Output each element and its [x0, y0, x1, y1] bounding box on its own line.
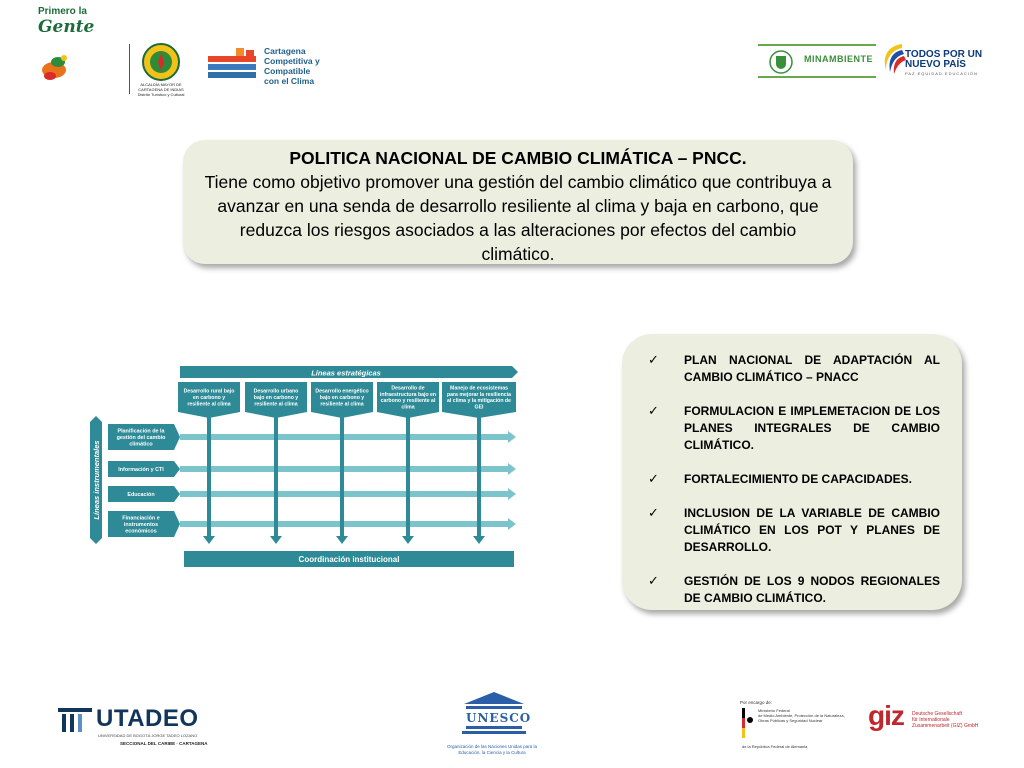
instrumental-lines-label: Líneas instrumentales [92, 440, 101, 520]
instrumental-line-label: gestión del cambio [116, 435, 166, 441]
strategic-line-label: Desarrollo rural bajo [183, 388, 235, 395]
strategic-column-bar [340, 414, 344, 536]
strategic-line-label: bajo en carbono y [253, 395, 299, 401]
list-item [648, 505, 940, 556]
checkmark-icon: ✓ [648, 506, 659, 521]
instrumental-row-arrowhead [508, 431, 516, 443]
checkmark-icon: ✓ [648, 404, 659, 419]
pncc-lines-diagram [88, 362, 520, 572]
list-item [648, 573, 940, 607]
strategic-column-arrowhead [203, 536, 215, 544]
strategic-line-label: carbono y resiliente al [380, 398, 436, 405]
strategic-line-label: Desarrollo de [391, 385, 425, 392]
strategic-line-label: resiliente al clima [320, 401, 364, 408]
strategic-column-arrowhead [336, 536, 348, 544]
strategic-line-label: clima [401, 404, 415, 411]
primero-la-gente-icon [40, 48, 80, 88]
utadeo-subtitle: UNIVERSIDAD DE BOGOTÁ JORGE TADEO LOZANO [98, 733, 198, 738]
instrumental-line-label: Información y CTI [118, 467, 164, 473]
instrumental-line-label: instrumentos [123, 522, 159, 528]
list-item [648, 403, 940, 454]
alcaldia-seal-icon [138, 42, 184, 82]
instrumental-row-arrowhead [508, 463, 516, 475]
strategic-column-bar [274, 414, 278, 536]
coordination-label: Coordinación institucional [298, 555, 400, 564]
instrumental-line-label: Educación [127, 492, 155, 498]
instrumental-line-label: climático [129, 441, 153, 448]
tricolor-swoosh-icon [880, 40, 906, 76]
strategic-line-label: resiliente al clima [254, 401, 298, 408]
strategic-column-bar [207, 414, 211, 536]
strategic-column-bar [477, 414, 481, 536]
strategic-line-label: GEI [474, 404, 484, 411]
minambiente-text: MINAMBIENTE [804, 54, 873, 64]
gente-text: Gente [38, 17, 95, 37]
actions-panel [622, 334, 962, 610]
strategic-line-label: Manejo de ecosistemas [450, 385, 508, 392]
list-item-text: FORMULACION E IMPLEMETACION DE LOS PLANES INTEGRALES DE CAMBIO CLIMÁTICO. [684, 404, 940, 452]
bmub-text: Ministerio Federal de Medio Ambiente, Protección de la Naturaleza, Obras Públicas y Seguridad Nuclear [758, 708, 845, 723]
strategic-column-arrowhead [473, 536, 485, 544]
utadeo-emblem-icon [56, 704, 96, 734]
strategic-line-label: resiliente al clima [187, 401, 231, 408]
list-item-text: GESTIÓN DE LOS 9 NODOS REGIONALES DE CAMBIO CLIMÁTICO. [684, 574, 940, 605]
list-item-text: PLAN NACIONAL DE ADAPTACIÓN AL CAMBIO CLIMÁTICO – PNACC [684, 353, 940, 384]
instrumental-line-label: Financiación e [122, 515, 160, 522]
giz-wordmark: giz [868, 700, 904, 731]
unesco-caption: Organización de las Naciones Unidas para la Educación, la Ciencia y la Cultura [446, 744, 538, 755]
utadeo-wordmark: UTADEO [96, 705, 199, 732]
strategic-lines-label: Líneas estratégicas [311, 368, 381, 378]
bmub-footer: de la República Federal de Alemania [742, 744, 808, 749]
list-item [648, 471, 940, 488]
strategic-line-label: para mejorar la resiliencia [446, 391, 512, 398]
strategic-line-label: bajo en carbono y [319, 395, 365, 401]
bmub-heading: Por encargo de: [740, 700, 773, 705]
paz-equidad-text: PAZ EQUIDAD EDUCACIÓN [905, 71, 978, 76]
strategic-column-bar [406, 414, 410, 536]
primero-la-text: Primero la [38, 6, 87, 17]
callout-body: Tiene como objetivo promover una gestión del cambio climático que contribuya a avanzar en una senda de desarrollo resiliente al clima y baja en carbono, que reduzca los riesgos asociados a las alteraciones por efectos del cambio climático. [204, 172, 832, 264]
strategic-line-label: al clima y la mitigación de [446, 398, 512, 405]
giz-text: Deutsche Gesellschaft für Internationale Zusammenarbeit (GIZ) GmbH [912, 711, 979, 729]
alcaldia-caption: ALCALDÍA MAYOR DE CARTAGENA DE INDIAS Distrito Turístico y Cultural [137, 82, 185, 97]
list-item-text: INCLUSION DE LA VARIABLE DE CAMBIO CLIMÁTICO EN LOS POT Y PLANES DE DESARROLLO. [684, 506, 940, 554]
instrumental-row-arrowhead [508, 488, 516, 500]
cartagena-clima-text: Cartagena Competitiva y Compatible con el Clima [264, 46, 320, 86]
utadeo-seccional: SECCIONAL DEL CARIBE · CARTAGENA [120, 741, 208, 746]
header-divider [129, 44, 130, 94]
instrumental-line-label: económicos [125, 528, 157, 535]
instrumental-row-arrowhead [508, 518, 516, 530]
cartagena-clima-icon [206, 46, 262, 86]
strategic-column-arrowhead [270, 536, 282, 544]
strategic-line-label: infraestructura bajo en [379, 391, 437, 398]
callout-title: POLITICA NACIONAL DE CAMBIO CLIMÁTICA – PNCC. [289, 148, 747, 168]
unesco-wordmark: UNESCO [466, 711, 532, 725]
strategic-line-label: Desarrollo energético [315, 388, 369, 395]
strategic-column-arrowhead [402, 536, 414, 544]
todos-por-un-text: TODOS POR UN NUEVO PAÍS [905, 49, 983, 70]
list-item [648, 352, 940, 386]
checkmark-icon: ✓ [648, 353, 659, 368]
primero-la-gente-logo [40, 48, 136, 90]
actions-list [648, 352, 940, 607]
instrumental-line-label: Planificación de la [117, 428, 165, 435]
colombia-shield-icon [766, 47, 796, 77]
pncc-callout [183, 140, 853, 264]
checkmark-icon: ✓ [648, 574, 659, 589]
strategic-line-label: Desarrollo urbano [253, 388, 299, 395]
list-item-text: FORTALECIMIENTO DE CAPACIDADES. [684, 472, 913, 486]
strategic-line-label: en carbono y [192, 395, 226, 401]
checkmark-icon: ✓ [648, 472, 659, 487]
german-flag-icon [742, 708, 754, 738]
